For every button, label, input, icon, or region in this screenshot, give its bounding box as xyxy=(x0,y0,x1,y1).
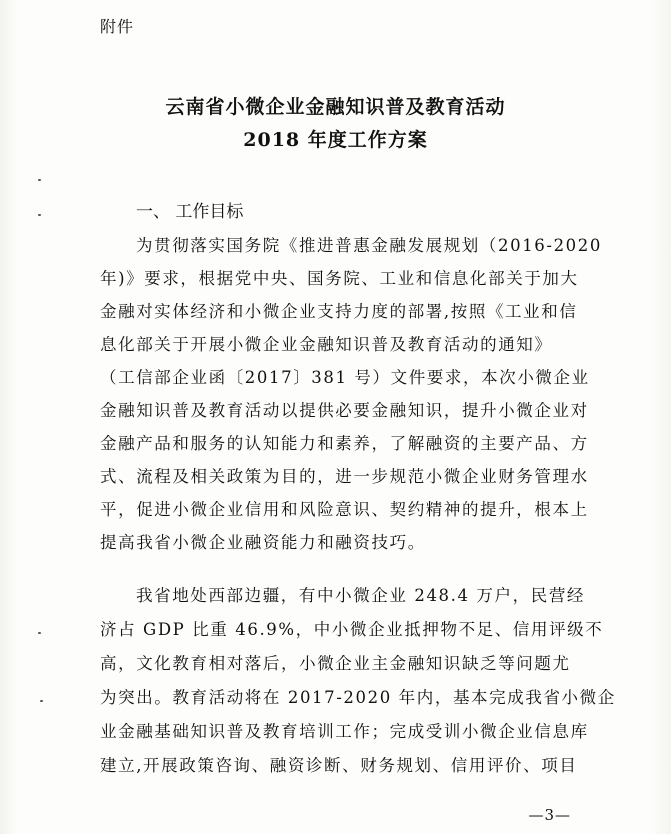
paragraph-1-line: 金融知识普及教育活动以提供必要金融知识，提升小微企业对 xyxy=(100,401,589,420)
paragraph-1-line: 金融对实体经济和小微企业支持力度的部署,按照《工业和信 xyxy=(100,302,578,321)
page-number: —3— xyxy=(528,806,571,824)
scan-speck xyxy=(38,214,41,216)
paragraph-1-line: 年)》要求，根据党中央、国务院、工业和信息化部关于加大 xyxy=(100,269,579,288)
paragraph-1-line: 提高我省小微企业融资能力和融资技巧。 xyxy=(100,533,426,552)
section-heading-work-goals: 一、 工作目标 xyxy=(136,202,244,222)
paragraph-2-line: 济占 GDP 比重 46.9%，中小微企业抵押物不足、信用评级不 xyxy=(100,620,604,639)
paragraph-2-line: 高，文化教育相对落后，小微企业主金融知识缺乏等问题尤 xyxy=(100,654,571,673)
paragraph-1-line: 金融产品和服务的认知能力和素养，了解融资的主要产品、方 xyxy=(100,434,589,453)
document-title-line-2: 2018 年度工作方案 xyxy=(243,129,428,151)
paragraph-1-line: 息化部关于开展小微企业金融知识普及教育活动的通知》 xyxy=(100,335,553,354)
scan-speck xyxy=(40,700,43,702)
paragraph-1-line: 式、流程及相关政策为目的，进一步规范小微企业财务管理水 xyxy=(100,467,589,486)
paragraph-2-line: 我省地处西部边疆，有中小微企业 248.4 万户，民营经 xyxy=(136,586,586,605)
paragraph-2-line: 建立,开展政策咨询、融资诊断、财务规划、信用评价、项目 xyxy=(100,756,578,775)
paragraph-1-line: （工信部企业函〔2017〕381 号）文件要求，本次小微企业 xyxy=(100,368,590,387)
scan-speck xyxy=(38,179,41,181)
paragraph-1-line: 平，促进小微企业信用和风险意识、契约精神的提升，根本上 xyxy=(100,500,589,519)
scan-speck xyxy=(38,632,41,634)
attachment-label: 附件 xyxy=(100,17,135,36)
paragraph-1-line: 为贯彻落实国务院《推进普惠金融发展规划（2016-2020 xyxy=(136,236,602,255)
paragraph-2-line: 业金融基础知识普及教育培训工作；完成受训小微企业信息库 xyxy=(100,722,589,741)
document-title-line-1: 云南省小微企业金融知识普及教育活动 xyxy=(165,96,506,118)
paragraph-2-line: 为突出。教育活动将在 2017-2020 年内，基本完成我省小微企 xyxy=(100,688,616,707)
